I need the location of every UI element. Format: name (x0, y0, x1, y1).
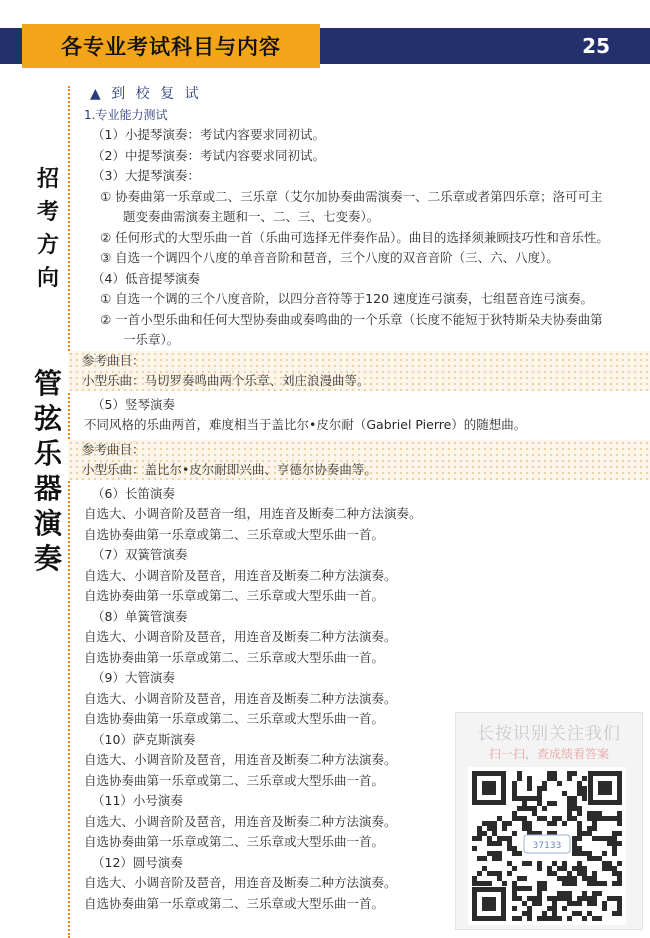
trumpet-line-2: 自选协奏曲第一乐章或第二、三乐章或大型乐曲一首。 (84, 834, 385, 849)
oboe-line-2: 自选协奏曲第一乐章或第二、三乐章或大型乐曲一首。 (84, 588, 385, 603)
reference-label: 参考曲目： (82, 352, 145, 368)
harp-heading: （5）竖琴演奏 (92, 396, 175, 412)
side-category-char: 方 (36, 232, 59, 258)
qr-code[interactable] (468, 767, 626, 925)
section-heading: ▲ 到 校 复 试 (90, 86, 202, 102)
side-major-char: 乐 (33, 437, 62, 470)
bassoon-line-1: 自选大、小调音阶及琶音，用连音及断奏二种方法演奏。 (84, 690, 397, 706)
cello-req-1-cont: 题变奏曲需演奏主题和一、二、三、七变奏）。 (123, 209, 380, 224)
side-category-title (28, 168, 68, 300)
bass-req-2-cont: 一乐章）。 (123, 332, 180, 347)
trumpet-heading: （11）小号演奏 (92, 793, 183, 808)
side-category-char: 向 (36, 265, 59, 291)
side-category-char: 考 (36, 199, 59, 225)
oboe-heading: （7）双簧管演奏 (92, 547, 188, 562)
reference-text: 小型乐曲：盖比尔•皮尔耐即兴曲、亨德尔协奏曲等。 (82, 461, 377, 477)
qr-code-icon (468, 767, 626, 925)
reference-label: 参考曲目： (82, 441, 145, 457)
side-major-char: 奏 (33, 542, 62, 575)
bassoon-heading: （9）大管演奏 (92, 670, 175, 685)
reference-text: 小型乐曲：马切罗奏鸣曲两个乐章、刘庄浪漫曲等。 (82, 372, 370, 388)
side-major-title (28, 367, 68, 580)
cello-req-2: ② 任何形式的大型乐曲一首（乐曲可选择无伴奏作品）。曲目的选择须兼顾技巧性和音乐性。 (100, 229, 609, 245)
flute-line-2: 自选协奏曲第一乐章或第二、三乐章或大型乐曲一首。 (84, 526, 385, 542)
reference-box (68, 351, 650, 391)
violin-item: （1）小提琴演奏：考试内容要求同初试。 (92, 127, 325, 142)
bassoon-line-2: 自选协奏曲第一乐章或第二、三乐章或大型乐曲一首。 (84, 711, 385, 726)
flute-line-1: 自选大、小调音阶及琶音一组，用连音及断奏二种方法演奏。 (84, 506, 422, 521)
bass-req-1: ① 自选一个调的三个八度音阶，以四分音符等于120 速度连弓演奏，七组琶音连弓演奏。 (100, 291, 594, 306)
cello-heading: （3）大提琴演奏： (92, 168, 200, 183)
side-major-char: 器 (33, 472, 62, 505)
subsection-heading: 1.专业能力测试 (84, 107, 168, 122)
page-title: 各专业考试科目与内容 (22, 24, 320, 68)
viola-item: （2）中提琴演奏：考试内容要求同初试。 (92, 147, 325, 163)
clarinet-line-1: 自选大、小调音阶及琶音，用连音及断奏二种方法演奏。 (84, 629, 397, 644)
trumpet-line-1: 自选大、小调音阶及琶音，用连音及断奏二种方法演奏。 (84, 813, 397, 829)
cello-req-3: ③ 自选一个调四个八度的单音音阶和琶音，三个八度的双音音阶（三、六、八度）。 (100, 250, 559, 265)
side-major-char: 管 (33, 367, 62, 400)
page-number: 25 (582, 34, 610, 58)
cello-req-1: ① 协奏曲第一乐章或二、三乐章（艾尔加协奏曲需演奏一、二乐章或者第四乐章；洛可可主 (100, 188, 603, 204)
flute-heading: （6）长笛演奏 (92, 485, 175, 501)
side-category-char: 招 (36, 166, 59, 192)
dotted-divider (68, 86, 70, 938)
bass-heading: （4）低音提琴演奏 (92, 270, 200, 286)
horn-line-1: 自选大、小调音阶及琶音，用连音及断奏二种方法演奏。 (84, 875, 397, 890)
bass-req-2: ② 一首小型乐曲和任何大型协奏曲或奏鸣曲的一个乐章（长度不能短于狄特斯朵夫协奏曲第 (100, 311, 603, 327)
clarinet-heading: （8）单簧管演奏 (92, 608, 188, 624)
saxophone-heading: （10）萨克斯演奏 (92, 731, 196, 747)
saxophone-line-1: 自选大、小调音阶及琶音，用连音及断奏二种方法演奏。 (84, 752, 397, 767)
reference-box (68, 440, 650, 480)
side-major-char: 弦 (33, 402, 62, 435)
harp-text: 不同风格的乐曲两首，难度相当于盖比尔•皮尔耐（Gabriel Pierre）的随想曲。 (84, 417, 527, 432)
promo-subheading: 扫一扫，查成绩看答案 (488, 747, 609, 761)
horn-line-2: 自选协奏曲第一乐章或第二、三乐章或大型乐曲一首。 (84, 895, 385, 911)
horn-heading: （12）圆号演奏 (92, 854, 183, 870)
qr-logo-text: 37133 (532, 841, 562, 851)
oboe-line-1: 自选大、小调音阶及琶音，用连音及断奏二种方法演奏。 (84, 567, 397, 583)
saxophone-line-2: 自选协奏曲第一乐章或第二、三乐章或大型乐曲一首。 (84, 772, 385, 788)
qr-promo (455, 712, 643, 930)
side-major-char: 演 (33, 507, 62, 540)
clarinet-line-2: 自选协奏曲第一乐章或第二、三乐章或大型乐曲一首。 (84, 649, 385, 665)
promo-heading: 长按识别关注我们 (477, 724, 621, 744)
